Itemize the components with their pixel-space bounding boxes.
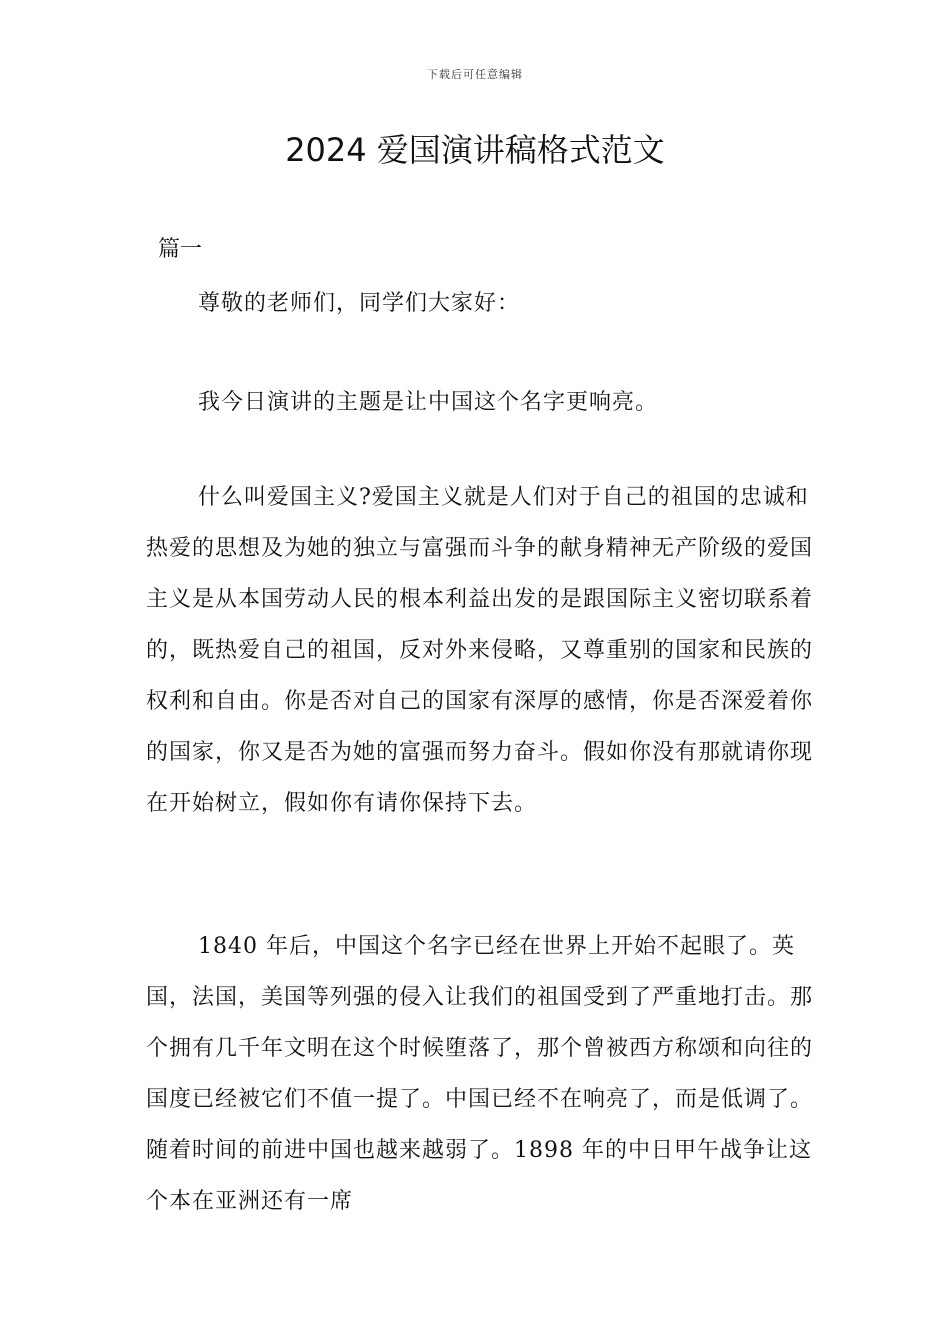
paragraph-history: 1840 年后，中国这个名字已经在世界上开始不起眼了。英国，法国，美国等列强的侵入让我们的祖国受到了严重地打击。那个拥有几千年文明在这个时候堕落了，那个曾被西方称颂和向往的国度已经被它们不值一提了。中国已经不在响亮了，而是低调了。随着时间的前进中国也越来越弱了。1898 年的中日甲午战争让这个本在亚洲还有一席 bbox=[146, 934, 814, 1214]
paragraph-patriotism-definition: 什么叫爱国主义?爱国主义就是人们对于自己的祖国的忠诚和热爱的思想及为她的独立与富强而斗争的献身精神无产阶级的爱国主义是从本国劳动人民的根本利益出发的是跟国际主义密切联系着的，既热爱自己的祖国，反对外来侵略，又尊重别的国家和民族的权利和自由。你是否对自己的国家有深厚的感情，你是否深爱着你的国家，你又是否为她的富强而努力奋斗。假如你没有那就请你现在开始树立，假如你有请你保持下去。 bbox=[146, 485, 814, 816]
page-title: 2024 爱国演讲稿格式范文 bbox=[285, 131, 665, 169]
paragraph-greeting: 尊敬的老师们，同学们大家好： bbox=[198, 291, 521, 316]
paragraph-theme: 我今日演讲的主题是让中国这个名字更响亮。 bbox=[198, 390, 659, 415]
header-note: 下载后可任意编辑 bbox=[427, 68, 523, 81]
section-label: 篇一 bbox=[158, 237, 203, 262]
